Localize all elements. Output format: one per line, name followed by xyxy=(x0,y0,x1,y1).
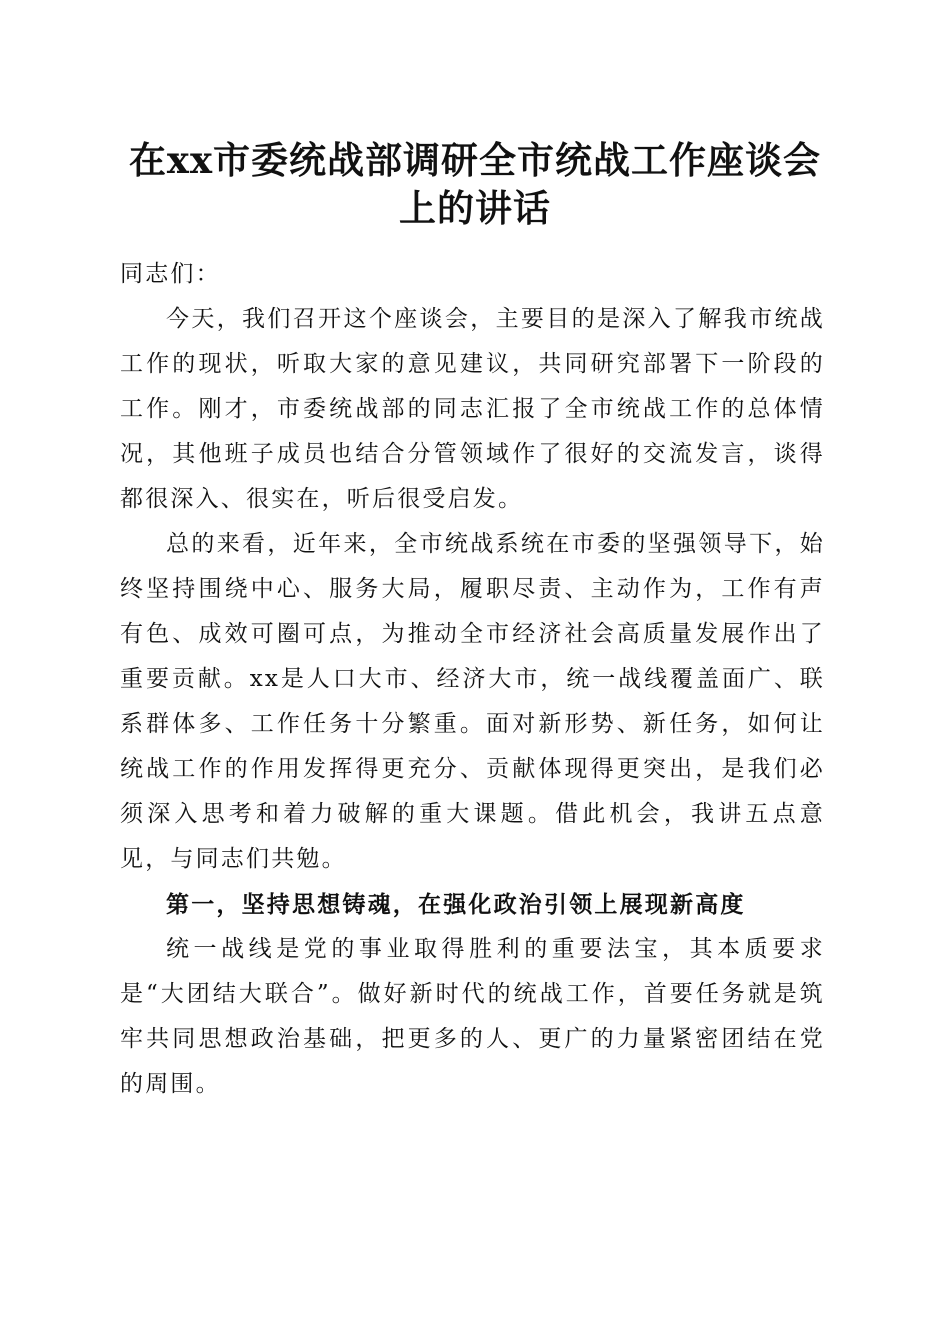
paragraph-intro: 今天，我们召开这个座谈会，主要目的是深入了解我市统战工作的现状，听取大家的意见建议，共同研究部署下一阶段的工作。刚才，市委统战部的同志汇报了全市统战工作的总体情况，其他班子成员也结合分管领域作了很好的交流发言，谈得都很深入、很实在，听后很受启发。 xyxy=(120,306,825,512)
document-title: 在xx市委统战部调研全市统战工作座谈会上的讲话 xyxy=(128,138,822,230)
section-paragraph: 统一战线是党的事业取得胜利的重要法宝，其本质要求是“大团结大联合”。做好新时代的统战工作，首要任务就是筑牢共同思想政治基础，把更多的人、更广的力量紧密团结在党的周围。 xyxy=(120,936,825,1097)
document-body xyxy=(120,252,825,1107)
paragraph-overview: 总的来看，近年来，全市统战系统在市委的坚强领导下，始终坚持围绕中心、服务大局，履职尽责、主动作为，工作有声有色、成效可圈可点，为推动全市经济社会高质量发展作出了重要贡献。xx是人口大市、经济大市，统一战线覆盖面广、联系群体多、工作任务十分繁重。面对新形势、新任务，如何让统战工作的作用发挥得更充分、贡献体现得更突出，是我们必须深入思考和着力破解的重大课题。借此机会，我讲五点意见，与同志们共勉。 xyxy=(120,531,825,872)
section-heading: 第一，坚持思想铸魂，在强化政治引领上展现新高度 xyxy=(166,891,746,918)
greeting: 同志们： xyxy=(120,261,221,287)
